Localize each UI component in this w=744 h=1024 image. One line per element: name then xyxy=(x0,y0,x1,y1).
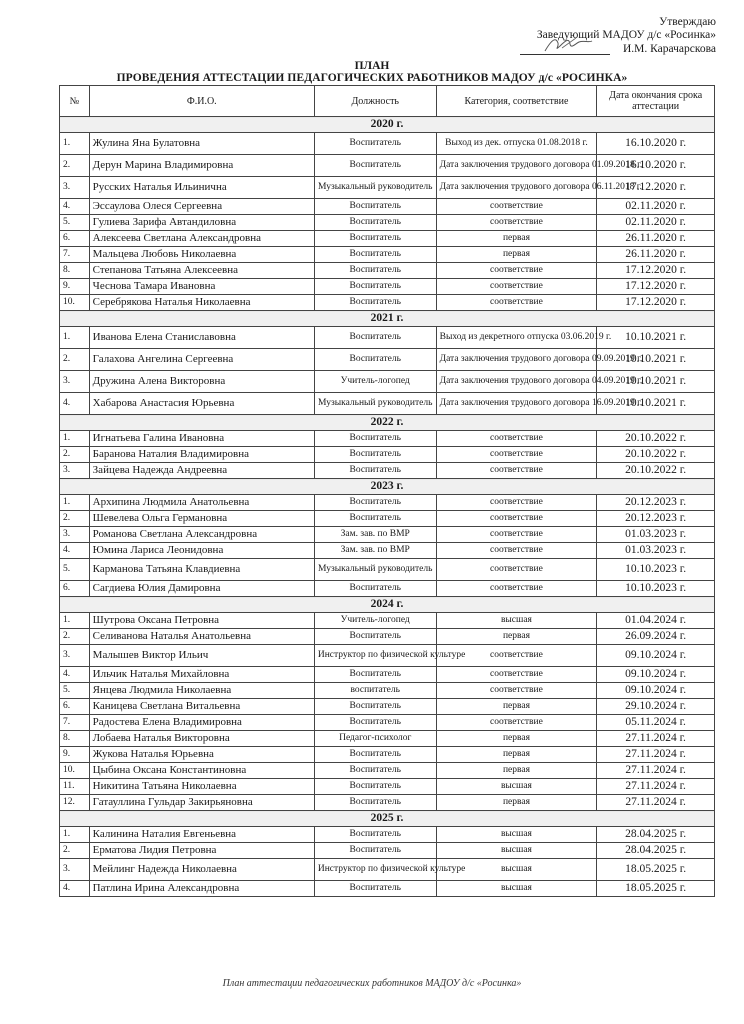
row-number: 4. xyxy=(60,393,90,415)
row-number: 2. xyxy=(60,843,90,859)
employee-name: Архипина Людмила Анатольевна xyxy=(89,495,314,511)
table-row xyxy=(60,543,715,559)
employee-name: Иванова Елена Станиславовна xyxy=(89,327,314,349)
page-footer: План аттестации педагогических работников МАДОУ д/с «Росинка» xyxy=(222,978,522,989)
row-number: 4. xyxy=(60,543,90,559)
table-row xyxy=(60,747,715,763)
employee-position: Воспитатель xyxy=(314,247,436,263)
row-number: 2. xyxy=(60,511,90,527)
employee-position: Воспитатель xyxy=(314,747,436,763)
table-row xyxy=(60,295,715,311)
header-number: № xyxy=(60,86,90,117)
employee-name: Радостева Елена Владимировна xyxy=(89,715,314,731)
attestation-end-date: 16.10.2020 г. xyxy=(597,133,715,155)
employee-name: Каницева Светлана Витальевна xyxy=(89,699,314,715)
employee-category: первая xyxy=(436,629,597,645)
employee-category: первая xyxy=(436,763,597,779)
attestation-end-date: 20.10.2022 г. xyxy=(597,431,715,447)
table-row xyxy=(60,859,715,881)
table-row xyxy=(60,495,715,511)
table-row xyxy=(60,779,715,795)
attestation-end-date: 17.12.2020 г. xyxy=(597,263,715,279)
employee-position: Педагог-психолог xyxy=(314,731,436,747)
attestation-end-date: 26.11.2020 г. xyxy=(597,231,715,247)
row-number: 3. xyxy=(60,645,90,667)
employee-name: Лобаева Наталья Викторовна xyxy=(89,731,314,747)
table-row xyxy=(60,731,715,747)
row-number: 10. xyxy=(60,763,90,779)
employee-name: Шевелева Ольга Германовна xyxy=(89,511,314,527)
attestation-end-date: 20.12.2023 г. xyxy=(597,495,715,511)
employee-position: Воспитатель xyxy=(314,827,436,843)
row-number: 2. xyxy=(60,155,90,177)
employee-position: Воспитатель xyxy=(314,779,436,795)
row-number: 1. xyxy=(60,827,90,843)
employee-category: соответствие xyxy=(436,199,597,215)
employee-category: соответствие xyxy=(436,667,597,683)
employee-position: Воспитатель xyxy=(314,447,436,463)
employee-category: соответствие xyxy=(436,581,597,597)
employee-category: Дата заключения трудового договора 01.09.2018 г. xyxy=(436,155,597,177)
row-number: 8. xyxy=(60,731,90,747)
header-category: Категория, соответствие xyxy=(436,86,597,117)
employee-position: Воспитатель xyxy=(314,843,436,859)
employee-position: Воспитатель xyxy=(314,795,436,811)
approval-name: И.М. Карачарскова xyxy=(622,43,716,55)
table-row xyxy=(60,629,715,645)
attestation-end-date: 29.10.2024 г. xyxy=(597,699,715,715)
row-number: 1. xyxy=(60,495,90,511)
attestation-end-date: 20.10.2022 г. xyxy=(597,463,715,479)
table-row xyxy=(60,559,715,581)
employee-category: соответствие xyxy=(436,511,597,527)
table-row xyxy=(60,215,715,231)
employee-category: первая xyxy=(436,747,597,763)
row-number: 4. xyxy=(60,667,90,683)
employee-category: соответствие xyxy=(436,295,597,311)
table-row xyxy=(60,463,715,479)
row-number: 6. xyxy=(60,581,90,597)
table-row xyxy=(60,827,715,843)
row-number: 3. xyxy=(60,859,90,881)
table-row xyxy=(60,511,715,527)
attestation-end-date: 10.10.2021 г. xyxy=(597,349,715,371)
employee-position: Воспитатель xyxy=(314,155,436,177)
employee-category: Дата заключения трудового договора 04.09.2019 г. xyxy=(436,371,597,393)
attestation-end-date: 26.11.2020 г. xyxy=(597,247,715,263)
header-position: Должность xyxy=(314,86,436,117)
employee-name: Эссаулова Олеся Сергеевна xyxy=(89,199,314,215)
attestation-end-date: 27.11.2024 г. xyxy=(597,731,715,747)
row-number: 9. xyxy=(60,279,90,295)
attestation-end-date: 16.10.2020 г. xyxy=(597,155,715,177)
row-number: 1. xyxy=(60,613,90,629)
employee-position: Воспитатель xyxy=(314,263,436,279)
employee-category: соответствие xyxy=(436,527,597,543)
employee-name: Малышев Виктор Ильич xyxy=(89,645,314,667)
employee-position: Учитель-логопед xyxy=(314,613,436,629)
employee-name: Баранова Наталия Владимировна xyxy=(89,447,314,463)
employee-position: Воспитатель xyxy=(314,431,436,447)
year-section-row xyxy=(60,479,715,495)
approval-title: Утверждаю xyxy=(659,16,716,28)
attestation-end-date: 28.04.2025 г. xyxy=(597,843,715,859)
employee-category: соответствие xyxy=(436,447,597,463)
employee-position: Воспитатель xyxy=(314,279,436,295)
approval-block xyxy=(470,16,716,56)
row-number: 8. xyxy=(60,263,90,279)
year-section-row xyxy=(60,597,715,613)
row-number: 1. xyxy=(60,133,90,155)
employee-position: Воспитатель xyxy=(314,881,436,897)
attestation-end-date: 10.10.2023 г. xyxy=(597,581,715,597)
employee-category: Выход из декретного отпуска 03.06.2019 г. xyxy=(436,327,597,349)
table-row xyxy=(60,527,715,543)
table-row xyxy=(60,327,715,349)
table-row xyxy=(60,393,715,415)
employee-name: Ерматова Лидия Петровна xyxy=(89,843,314,859)
employee-name: Ильчик Наталья Михайловна xyxy=(89,667,314,683)
row-number: 1. xyxy=(60,431,90,447)
employee-position: Воспитатель xyxy=(314,511,436,527)
employee-name: Степанова Татьяна Алексеевна xyxy=(89,263,314,279)
attestation-end-date: 09.10.2024 г. xyxy=(597,683,715,699)
row-number: 5. xyxy=(60,683,90,699)
employee-position: Зам. зав. по ВМР xyxy=(314,543,436,559)
attestation-end-date: 09.10.2024 г. xyxy=(597,645,715,667)
employee-category: соответствие xyxy=(436,495,597,511)
employee-position: Учитель-логопед xyxy=(314,371,436,393)
row-number: 2. xyxy=(60,629,90,645)
employee-position: Воспитатель xyxy=(314,133,436,155)
attestation-end-date: 01.04.2024 г. xyxy=(597,613,715,629)
employee-position: Инструктор по физической культуре xyxy=(314,859,436,881)
employee-category: соответствие xyxy=(436,715,597,731)
attestation-end-date: 18.05.2025 г. xyxy=(597,881,715,897)
header-end-date: Дата окончания срока аттестации xyxy=(597,86,715,117)
employee-name: Гатауллина Гульдар Закирьяновна xyxy=(89,795,314,811)
row-number: 5. xyxy=(60,559,90,581)
table-row xyxy=(60,155,715,177)
table-row xyxy=(60,763,715,779)
attestation-end-date: 20.10.2022 г. xyxy=(597,447,715,463)
attestation-end-date: 10.10.2023 г. xyxy=(597,559,715,581)
employee-name: Чеснова Тамара Ивановна xyxy=(89,279,314,295)
attestation-end-date: 10.10.2021 г. xyxy=(597,393,715,415)
year-section-row xyxy=(60,415,715,431)
row-number: 11. xyxy=(60,779,90,795)
employee-position: Инструктор по физической культуре xyxy=(314,645,436,667)
employee-category: первая xyxy=(436,795,597,811)
table-row xyxy=(60,795,715,811)
employee-name: Сагдиева Юлия Дамировна xyxy=(89,581,314,597)
employee-position: Воспитатель xyxy=(314,699,436,715)
employee-category: Выход из дек. отпуска 01.08.2018 г. xyxy=(436,133,597,155)
row-number: 3. xyxy=(60,463,90,479)
row-number: 5. xyxy=(60,215,90,231)
year-section-row xyxy=(60,811,715,827)
employee-name: Хабарова Анастасия Юрьевна xyxy=(89,393,314,415)
employee-position: Воспитатель xyxy=(314,667,436,683)
employee-position: Воспитатель xyxy=(314,715,436,731)
attestation-end-date: 02.11.2020 г. xyxy=(597,199,715,215)
employee-name: Калинина Наталия Евгеньевна xyxy=(89,827,314,843)
employee-position: Музыкальный руководитель xyxy=(314,393,436,415)
table-row xyxy=(60,699,715,715)
employee-category: высшая xyxy=(436,613,597,629)
employee-name: Жукова Наталья Юрьевна xyxy=(89,747,314,763)
employee-category: Дата заключения трудового договора 16.09.2019 г. xyxy=(436,393,597,415)
employee-category: высшая xyxy=(436,843,597,859)
table-row xyxy=(60,645,715,667)
table-row xyxy=(60,279,715,295)
employee-name: Жулина Яна Булатовна xyxy=(89,133,314,155)
attestation-end-date: 02.11.2020 г. xyxy=(597,215,715,231)
employee-position: Воспитатель xyxy=(314,763,436,779)
attestation-end-date: 28.04.2025 г. xyxy=(597,827,715,843)
employee-category: первая xyxy=(436,231,597,247)
employee-name: Дружина Алена Викторовна xyxy=(89,371,314,393)
employee-category: соответствие xyxy=(436,463,597,479)
employee-position: Воспитатель xyxy=(314,199,436,215)
attestation-end-date: 26.09.2024 г. xyxy=(597,629,715,645)
table-row xyxy=(60,247,715,263)
table-row xyxy=(60,683,715,699)
employee-category: высшая xyxy=(436,779,597,795)
employee-position: Воспитатель xyxy=(314,349,436,371)
header-name: Ф.И.О. xyxy=(89,86,314,117)
year-label: 2024 г. xyxy=(60,597,715,613)
row-number: 4. xyxy=(60,199,90,215)
employee-name: Никитина Татьяна Николаевна xyxy=(89,779,314,795)
employee-position: Музыкальный руководитель xyxy=(314,559,436,581)
employee-name: Селиванова Наталья Анатольевна xyxy=(89,629,314,645)
year-label: 2023 г. xyxy=(60,479,715,495)
attestation-end-date: 27.11.2024 г. xyxy=(597,747,715,763)
employee-category: высшая xyxy=(436,827,597,843)
attestation-end-date: 10.10.2021 г. xyxy=(597,371,715,393)
employee-position: Воспитатель xyxy=(314,231,436,247)
row-number: 6. xyxy=(60,231,90,247)
table-row xyxy=(60,613,715,629)
table-row xyxy=(60,715,715,731)
employee-position: воспитатель xyxy=(314,683,436,699)
employee-name: Гулиева Зарифа Автандиловна xyxy=(89,215,314,231)
table-row xyxy=(60,371,715,393)
employee-name: Шутрова Оксана Петровна xyxy=(89,613,314,629)
attestation-end-date: 27.11.2024 г. xyxy=(597,779,715,795)
year-label: 2021 г. xyxy=(60,311,715,327)
attestation-table xyxy=(59,85,715,897)
table-row xyxy=(60,667,715,683)
employee-position: Воспитатель xyxy=(314,327,436,349)
employee-category: высшая xyxy=(436,881,597,897)
document-title: ПЛАН xyxy=(354,60,390,72)
year-section-row xyxy=(60,117,715,133)
table-row xyxy=(60,881,715,897)
attestation-end-date: 18.05.2025 г. xyxy=(597,859,715,881)
employee-position: Воспитатель xyxy=(314,463,436,479)
employee-name: Патлина Ирина Александровна xyxy=(89,881,314,897)
row-number: 7. xyxy=(60,247,90,263)
employee-position: Музыкальный руководитель xyxy=(314,177,436,199)
table-header-row xyxy=(60,86,715,117)
employee-category: соответствие xyxy=(436,645,597,667)
employee-category: высшая xyxy=(436,859,597,881)
attestation-end-date: 17.12.2020 г. xyxy=(597,295,715,311)
employee-name: Карманова Татьяна Клавдиевна xyxy=(89,559,314,581)
attestation-end-date: 17.12.2020 г. xyxy=(597,279,715,295)
row-number: 3. xyxy=(60,371,90,393)
employee-category: соответствие xyxy=(436,543,597,559)
employee-category: Дата заключения трудового договора 09.09.2019 г. xyxy=(436,349,597,371)
employee-category: соответствие xyxy=(436,215,597,231)
attestation-end-date: 27.11.2024 г. xyxy=(597,795,715,811)
employee-name: Дерун Марина Владимировна xyxy=(89,155,314,177)
employee-name: Игнатьева Галина Ивановна xyxy=(89,431,314,447)
year-label: 2025 г. xyxy=(60,811,715,827)
employee-name: Юмина Лариса Леонидовна xyxy=(89,543,314,559)
employee-category: Дата заключения трудового договора 06.11.2018 г. xyxy=(436,177,597,199)
employee-category: соответствие xyxy=(436,263,597,279)
row-number: 1. xyxy=(60,327,90,349)
attestation-end-date: 09.10.2024 г. xyxy=(597,667,715,683)
employee-category: первая xyxy=(436,731,597,747)
table-row xyxy=(60,133,715,155)
table-row xyxy=(60,199,715,215)
attestation-end-date: 17.12.2020 г. xyxy=(597,177,715,199)
row-number: 10. xyxy=(60,295,90,311)
employee-category: соответствие xyxy=(436,559,597,581)
employee-name: Русских Наталья Ильинична xyxy=(89,177,314,199)
table-row xyxy=(60,431,715,447)
row-number: 4. xyxy=(60,881,90,897)
employee-category: соответствие xyxy=(436,431,597,447)
employee-position: Зам. зав. по ВМР xyxy=(314,527,436,543)
employee-category: первая xyxy=(436,699,597,715)
year-label: 2022 г. xyxy=(60,415,715,431)
document-subtitle: ПРОВЕДЕНИЯ АТТЕСТАЦИИ ПЕДАГОГИЧЕСКИХ РАБОТНИКОВ МАДОУ д/с «РОСИНКА» xyxy=(116,72,628,84)
employee-name: Алексеева Светлана Александровна xyxy=(89,231,314,247)
employee-category: соответствие xyxy=(436,683,597,699)
employee-position: Воспитатель xyxy=(314,581,436,597)
attestation-end-date: 20.12.2023 г. xyxy=(597,511,715,527)
employee-name: Цыбина Оксана Константиновна xyxy=(89,763,314,779)
employee-name: Янцева Людмила Николаевна xyxy=(89,683,314,699)
attestation-end-date: 10.10.2021 г. xyxy=(597,327,715,349)
attestation-end-date: 01.03.2023 г. xyxy=(597,543,715,559)
approval-position: Заведующий МАДОУ д/с «Росинка» xyxy=(536,29,716,41)
table-row xyxy=(60,581,715,597)
table-row xyxy=(60,263,715,279)
table-row xyxy=(60,447,715,463)
row-number: 6. xyxy=(60,699,90,715)
row-number: 2. xyxy=(60,349,90,371)
table-body xyxy=(60,117,715,897)
row-number: 3. xyxy=(60,177,90,199)
table-row xyxy=(60,177,715,199)
employee-category: первая xyxy=(436,247,597,263)
row-number: 2. xyxy=(60,447,90,463)
employee-name: Серебрякова Наталья Николаевна xyxy=(89,295,314,311)
table-row xyxy=(60,349,715,371)
table-row xyxy=(60,843,715,859)
row-number: 9. xyxy=(60,747,90,763)
employee-position: Воспитатель xyxy=(314,295,436,311)
row-number: 7. xyxy=(60,715,90,731)
handwritten-signature-icon xyxy=(542,34,594,56)
employee-position: Воспитатель xyxy=(314,495,436,511)
row-number: 12. xyxy=(60,795,90,811)
employee-name: Романова Светлана Александровна xyxy=(89,527,314,543)
attestation-end-date: 05.11.2024 г. xyxy=(597,715,715,731)
approval-signature-row xyxy=(470,42,716,56)
table-row xyxy=(60,231,715,247)
row-number: 3. xyxy=(60,527,90,543)
employee-category: соответствие xyxy=(436,279,597,295)
employee-name: Зайцева Надежда Андреевна xyxy=(89,463,314,479)
year-label: 2020 г. xyxy=(60,117,715,133)
employee-position: Воспитатель xyxy=(314,629,436,645)
attestation-end-date: 27.11.2024 г. xyxy=(597,763,715,779)
employee-name: Мейлинг Надежда Николаевна xyxy=(89,859,314,881)
attestation-end-date: 01.03.2023 г. xyxy=(597,527,715,543)
employee-name: Мальцева Любовь Николаевна xyxy=(89,247,314,263)
employee-position: Воспитатель xyxy=(314,215,436,231)
employee-name: Галахова Ангелина Сергеевна xyxy=(89,349,314,371)
year-section-row xyxy=(60,311,715,327)
